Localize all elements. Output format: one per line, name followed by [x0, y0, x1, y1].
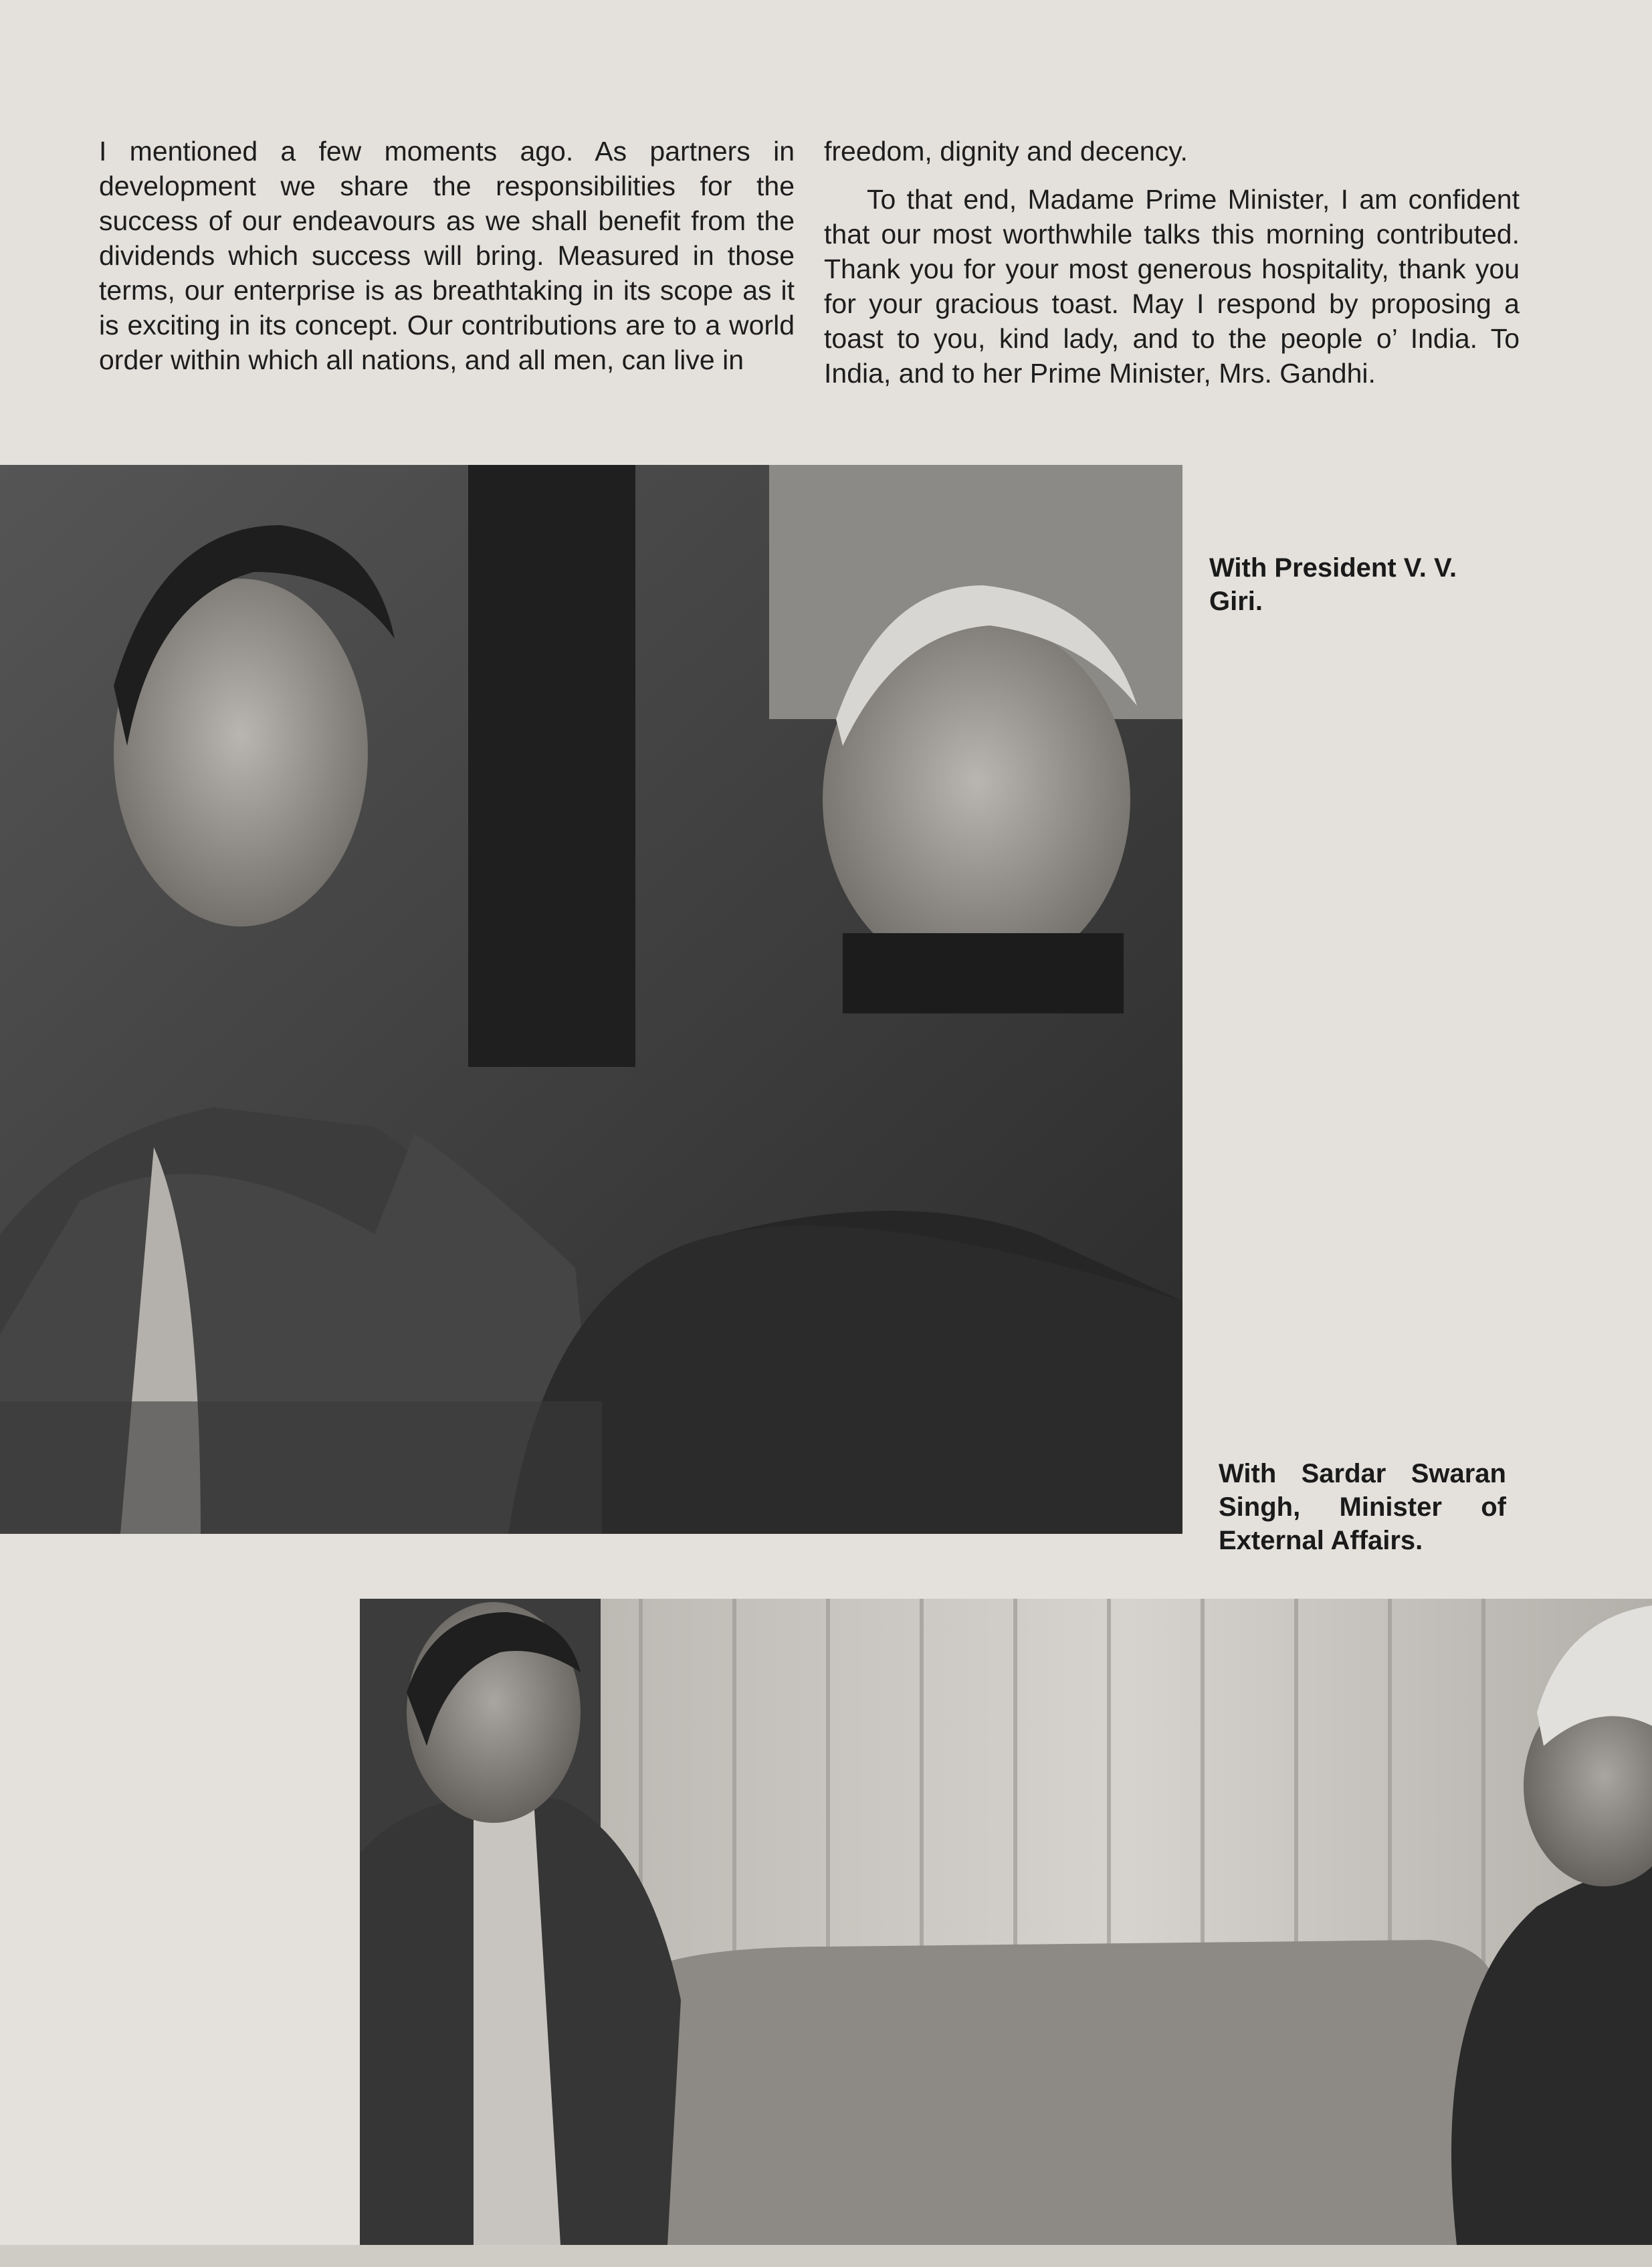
caption-president: With President V. V. Giri.	[1209, 553, 1457, 616]
photo-with-president	[0, 465, 1182, 1534]
photo-with-minister	[360, 1599, 1652, 2245]
page-bottom-edge	[0, 2245, 1652, 2267]
body-paragraph: To that end, Madame Prime Minister, I am confident that our most worthwhile talks this morning contributed. Thank you for your most generous hospitality, thank you for your gracious toast. May I respond by proposing a toast to you, kind lady, and to the people o’ India. To India, and to her Prime Minister, Mrs. Gandhi.	[824, 184, 1520, 389]
caption-minister: With Sardar Swaran Singh, Minister of External Affairs.	[1219, 1459, 1506, 1555]
body-paragraph: freedom, dignity and decency.	[824, 136, 1188, 167]
body-paragraph: I mentioned a few moments ago. As partners in development we share the responsibilities for the success of our endeavours as we shall benefit from the dividends which success will bring. Measured in those terms, our enterprise is as breathtaking in its scope as it is exciting in its concept. Our contributions are to a world order within which all nations, and all men, can live in	[99, 136, 795, 375]
text-column-right	[824, 134, 1520, 391]
text-column-left	[99, 134, 795, 377]
